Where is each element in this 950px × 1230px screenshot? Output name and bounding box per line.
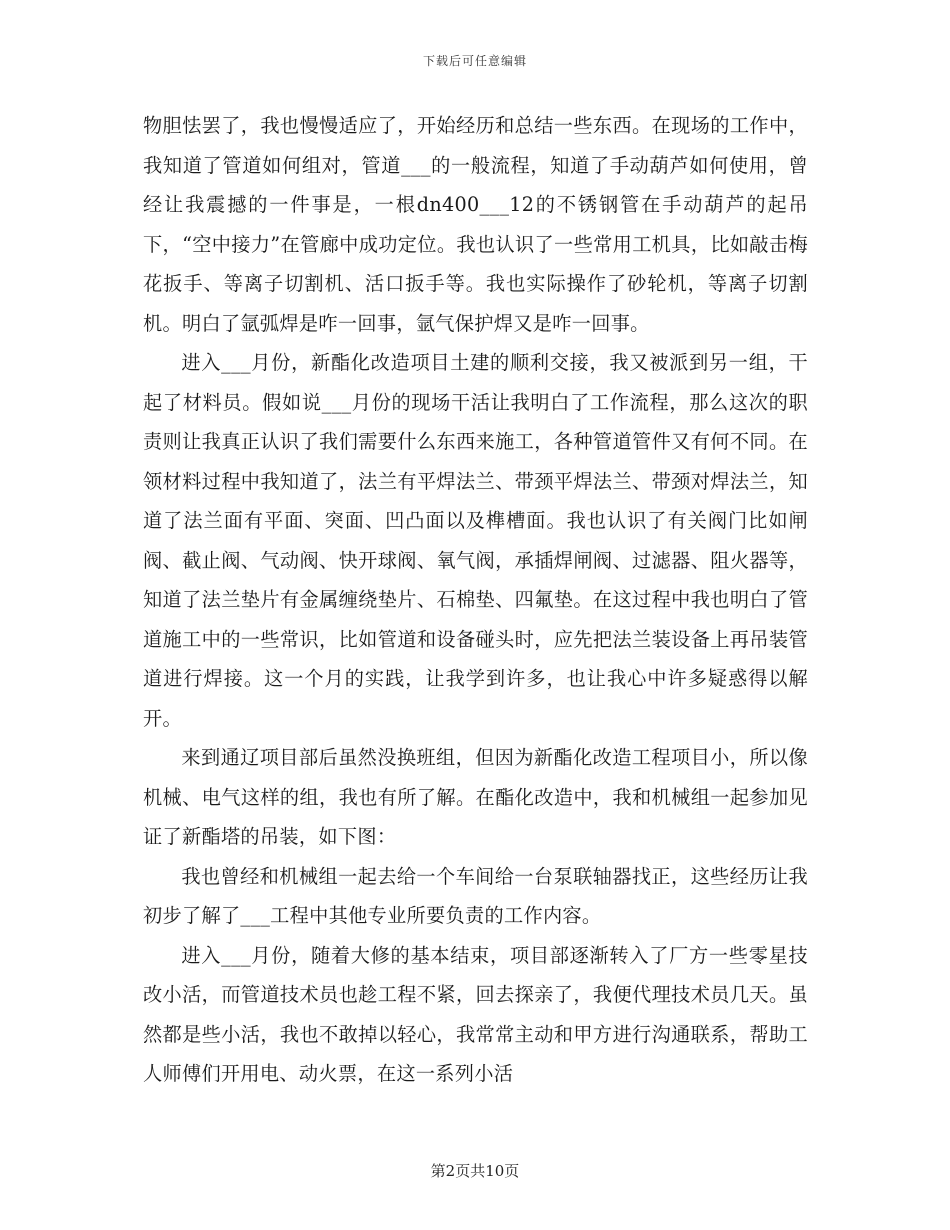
paragraph-2: 进入___月份，新酯化改造项目土建的顺利交接，我又被派到另一组，干起了材料员。假如说___月份的现场干活让我明白了工作流程，那么这次的职责则让我真正认识了我们需要什么东西来施工，各种管道管件又有何不同。在领材料过程中我知道了，法兰有平焊法兰、带颈平焊法兰、带颈对焊法兰，知道了法兰面有平面、突面、凹凸面以及榫槽面。我也认识了有关阀门比如闸阀、截止阀、气动阀、快开球阀、氧气阀，承插焊闸阀、过滤器、阻火器等，知道了法兰垫片有金属缠绕垫片、石棉垫、四氟垫。在这过程中我也明白了管道施工中的一些常识，比如管道和设备碰头时，应先把法兰装设备上再吊装管道进行焊接。这一个月的实践，让我学到许多，也让我心中许多疑惑得以解开。 bbox=[143, 351, 808, 730]
paragraph-1: 物胆怯罢了，我也慢慢适应了，开始经历和总结一些东西。在现场的工作中，我知道了管道如何组对，管道___的一般流程，知道了手动葫芦如何使用，曾经让我震撼的一件事是，一根dn400___12的不锈钢管在手动葫芦的起吊下，“空中接力”在管廊中成功定位。我也认识了一些常用工机具，比如敲击梅花扳手、等离子切割机、活口扳手等。我也实际操作了砂轮机，等离子切割机。明白了氩弧焊是咋一回事，氩气保护焊又是咋一回事。 bbox=[143, 114, 808, 335]
paragraph-5: 进入___月份，随着大修的基本结束，项目部逐渐转入了厂方一些零星技改小活，而管道技术员也趁工程不紧，回去探亲了，我便代理技术员几天。虽然都是些小活，我也不敢掉以轻心，我常常主动和甲方进行沟通联系，帮助工人师傅们开用电、动火票，在这一系列小活 bbox=[143, 943, 808, 1085]
body-content bbox=[143, 106, 808, 1094]
paragraph-3: 来到通辽项目部后虽然没换班组，但因为新酯化改造工程项目小，所以像机械、电气这样的组，我也有所了解。在酯化改造中，我和机械组一起参加见证了新酯塔的吊装，如下图： bbox=[143, 746, 808, 848]
page-number-footer: 第2页共10页 bbox=[430, 1162, 520, 1180]
paragraph-4: 我也曾经和机械组一起去给一个车间给一台泵联轴器找正，这些经历让我初步了解了___工程中其他专业所要负责的工作内容。 bbox=[143, 864, 808, 927]
header-note: 下载后可任意编辑 bbox=[422, 54, 527, 68]
